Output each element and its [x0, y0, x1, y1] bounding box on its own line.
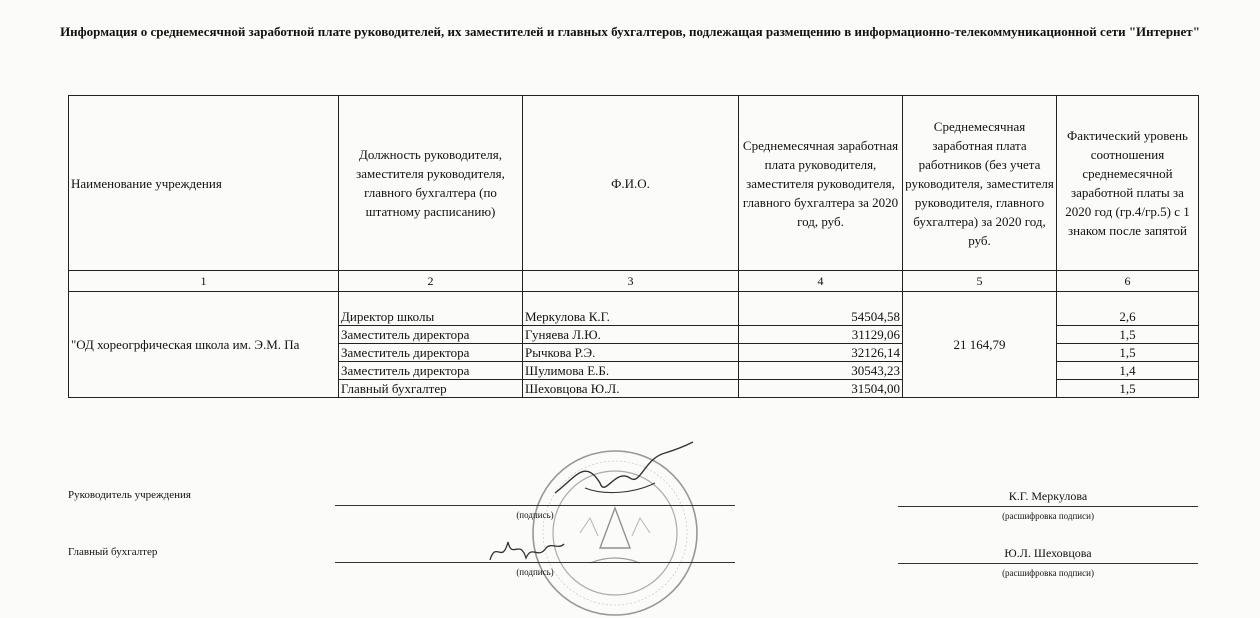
table-header-row — [69, 96, 1199, 271]
average-staff-salary: 21 164,79 — [903, 292, 1057, 398]
head-signature — [545, 438, 695, 508]
salary-cell: 32126,14 — [739, 344, 903, 362]
name-cell: Шеховцова Ю.Л. — [523, 380, 739, 398]
document-title: Информация о среднемесячной заработной плате руководителей, их заместителей и главных бухгалтеров, подлежащая размещению в информационно-телекоммуникационной сети "Интернет" — [60, 24, 1200, 39]
column-number: 5 — [903, 271, 1057, 292]
header-staff-salary: Среднемесячная заработная плата работников (без учета руководителя, заместителя руководителя, главного бухгалтера) за 2020 год, руб. — [903, 96, 1057, 271]
head-name-line — [898, 506, 1198, 507]
column-number: 6 — [1057, 271, 1199, 292]
organization-name: "ОД хореогрфическая школа им. Э.М. Па — [69, 292, 339, 398]
table-row — [69, 292, 1199, 326]
salary-table — [68, 95, 1199, 398]
ratio-cell: 2,6 — [1057, 292, 1199, 326]
column-number: 2 — [339, 271, 523, 292]
head-signature-caption: (подпись) — [516, 510, 554, 520]
name-cell: Гуняева Л.Ю. — [523, 326, 739, 344]
ratio-cell: 1,5 — [1057, 380, 1199, 398]
header-position: Должность руководителя, заместителя руководителя, главного бухгалтера (по штатному расписанию) — [339, 96, 523, 271]
position-cell: Заместитель директора — [339, 326, 523, 344]
accountant-name-caption: (расшифровка подписи) — [1002, 568, 1094, 578]
position-cell: Главный бухгалтер — [339, 380, 523, 398]
accountant-signature-caption: (подпись) — [516, 567, 554, 577]
accountant-signature-line — [335, 562, 735, 563]
accountant-label: Главный бухгалтер — [68, 546, 158, 558]
column-number: 4 — [739, 271, 903, 292]
head-name-caption: (расшифровка подписи) — [1002, 511, 1094, 521]
accountant-name-line — [898, 563, 1198, 564]
head-name: К.Г. Меркулова — [1008, 489, 1088, 503]
name-cell: Шулимова Е.Б. — [523, 362, 739, 380]
name-cell: Меркулова К.Г. — [523, 292, 739, 326]
salary-cell: 54504,58 — [739, 292, 903, 326]
column-number: 1 — [69, 271, 339, 292]
head-signature-line — [335, 505, 735, 506]
position-cell: Заместитель директора — [339, 362, 523, 380]
ratio-cell: 1,5 — [1057, 344, 1199, 362]
column-number-row — [69, 271, 1199, 292]
accountant-name: Ю.Л. Шеховцова — [1004, 546, 1092, 560]
name-cell: Рычкова Р.Э. — [523, 344, 739, 362]
salary-cell: 31504,00 — [739, 380, 903, 398]
header-manager-salary: Среднемесячная заработная плата руководителя, заместителя руководителя, главного бухгалтера за 2020 год, руб. — [739, 96, 903, 271]
header-full-name: Ф.И.О. — [523, 96, 739, 271]
ratio-cell: 1,4 — [1057, 362, 1199, 380]
ratio-cell: 1,5 — [1057, 326, 1199, 344]
header-organization: Наименование учреждения — [69, 96, 339, 271]
column-number: 3 — [523, 271, 739, 292]
head-label: Руководитель учреждения — [68, 489, 191, 501]
header-ratio: Фактический уровень соотношения среднемесячной заработной платы за 2020 год (гр.4/гр.5) с 1 знаком после запятой — [1057, 96, 1199, 271]
position-cell: Директор школы — [339, 292, 523, 326]
accountant-signature — [486, 530, 566, 570]
position-cell: Заместитель директора — [339, 344, 523, 362]
salary-cell: 30543,23 — [739, 362, 903, 380]
salary-cell: 31129,06 — [739, 326, 903, 344]
